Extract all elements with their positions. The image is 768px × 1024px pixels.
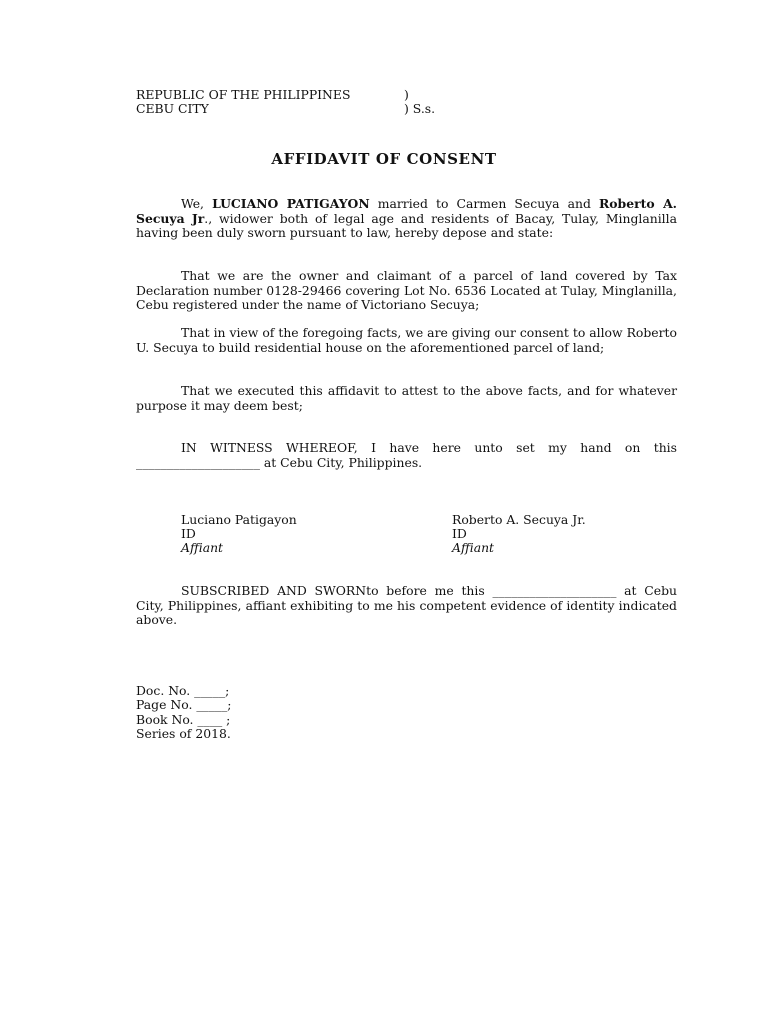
intro-we: We, <box>181 196 204 211</box>
book-number: Book No. ____ ; <box>136 712 231 727</box>
signatory-2-name: Roberto A. Secuya Jr. <box>452 512 586 527</box>
intro-rest: ., widower both of legal age and residents of Bacay, Tulay, Minglanilla having been duly sworn pursuant to law, hereby depose and state: <box>136 210 677 240</box>
venue-line-2: CEBU CITY <box>136 101 209 116</box>
intro-married: married to Carmen Secuya and <box>377 196 591 211</box>
venue-ss: ) S.s. <box>404 101 436 116</box>
witness-date-blank: ____________________ <box>136 455 260 470</box>
doc-number: Doc. No. _____; <box>136 683 230 698</box>
signatory-1-name: Luciano Patigayon <box>181 512 297 527</box>
witness-line-2 <box>136 456 422 471</box>
witness-place: at Cebu City, Philippines. <box>263 455 423 470</box>
paragraph-consent: That in view of the foregoing facts, we are giving our consent to allow Roberto U. Secuya to build residential house on the aforementioned parcel of land; <box>136 325 677 355</box>
paragraph-ownership: That we are the owner and claimant of a parcel of land covered by Tax Declaration number 0128-29466 covering Lot No. 6536 Located at Tulay, Minglanilla, Cebu registered under the name of Victoriano Secuya; <box>136 268 677 312</box>
affiant-name-1: LUCIANO PATIGAYON <box>212 196 370 211</box>
intro-paragraph <box>136 197 677 241</box>
affiant-name-2: Roberto A. Secuya Jr <box>136 196 677 226</box>
jurat-paragraph: SUBSCRIBED AND SWORNto before me this ____________________ at Cebu City, Philippines, affiant exhibiting to me his competent evidence of identity indicated above. <box>136 583 677 627</box>
signatory-2-role: Affiant <box>452 540 495 555</box>
signatory-1-id: ID <box>181 526 196 541</box>
venue-line-1: REPUBLIC OF THE PHILIPPINES <box>136 87 351 102</box>
paragraph-purpose: That we executed this affidavit to attest to the above facts, and for whatever purpose it may deem best; <box>136 383 677 413</box>
series-year: Series of 2018. <box>136 726 231 741</box>
document-title: AFFIDAVIT OF CONSENT <box>271 150 497 168</box>
venue-paren-1: ) <box>404 87 409 102</box>
signatory-2-id: ID <box>452 526 467 541</box>
witness-line-1: IN WITNESS WHEREOF, I have here unto set my hand on this <box>181 440 677 455</box>
signatory-1-role: Affiant <box>181 540 224 555</box>
page-number: Page No. _____; <box>136 697 232 712</box>
